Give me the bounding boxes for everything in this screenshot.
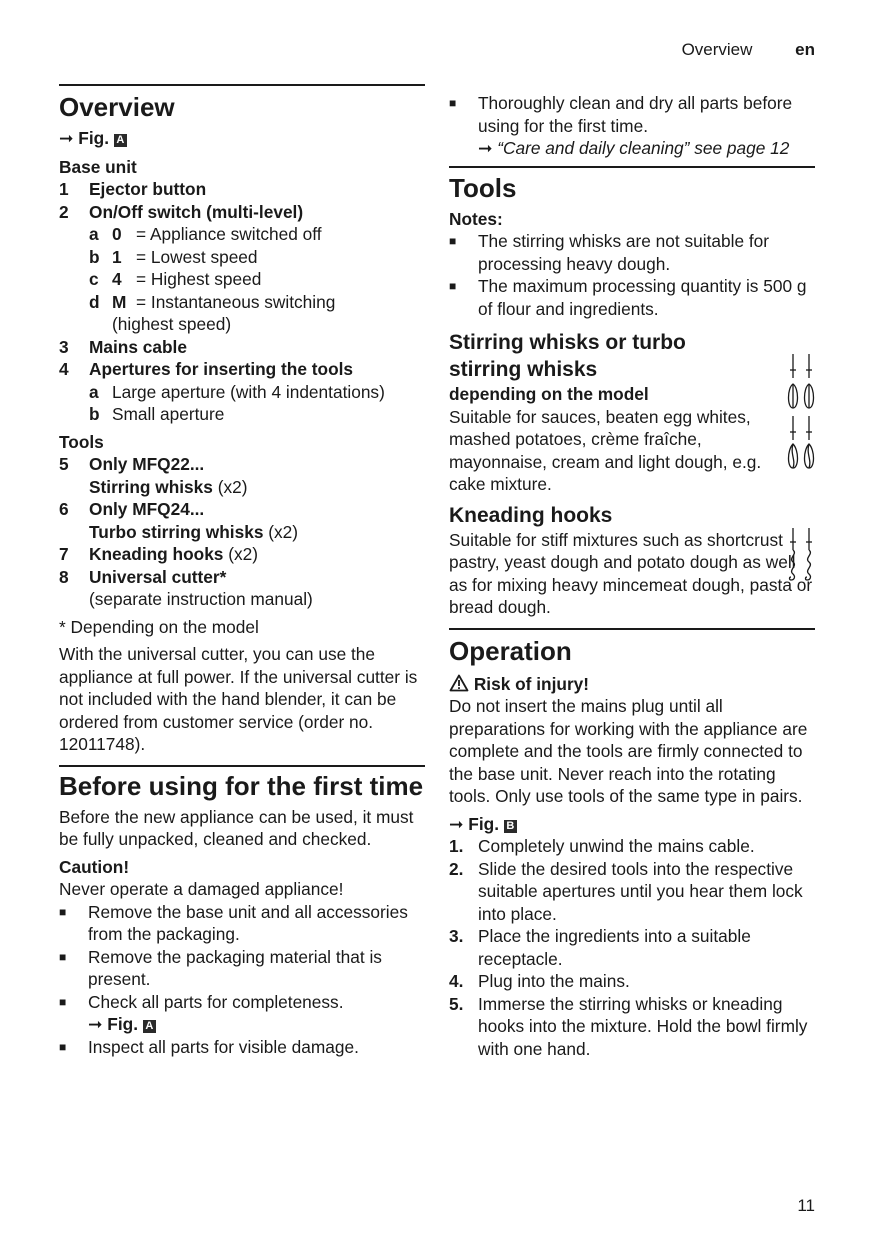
risk-text: Do not insert the mains plug until all preparations for working with the appliance are complete and the tools are firmly connected to the base unit. Never reach into the rotating tools. Only use tools of the same type in pairs. [449,696,808,806]
switch-level: b 1 = Lowest speed [89,246,258,267]
list-item: 7 Kneading hooks (x2) [59,544,258,564]
fig-reference: ➞ Fig. A [59,127,425,150]
header-language: en [795,40,815,59]
bullet-square-icon: ■ [449,234,457,248]
header-section: Overview [681,40,753,59]
before-intro: Before the new appliance can be used, it must be fully unpacked, cleaned and checked. [59,806,414,849]
list-item-cont: (separate instruction manual) [89,589,313,609]
overview-title: Overview [59,92,175,122]
step-item: 2. Slide the desired tools into the respective suitable apertures until you hear them lock into place. [449,858,803,924]
tools-title: Tools [449,172,517,203]
kneading-hooks-icon [784,526,818,584]
bullet-square-icon: ■ [59,994,67,1009]
notes-title: Notes: [449,208,503,229]
step-item: 4. Plug into the mains. [449,971,630,991]
right-column [449,92,815,1060]
bullet-item: ■ Inspect all parts for visible damage. [59,1036,359,1057]
fig-letter-badge: A [143,1020,156,1033]
section-rule [59,765,425,767]
bullet-square-icon: ■ [59,949,67,964]
operation-title: Operation [449,635,572,666]
switch-level: d M = Instantaneous switching [89,291,336,312]
cross-reference: ➞ “Care and daily cleaning” see page 12 [478,138,790,158]
step-item: 5. Immerse the stirring whisks or kneading hooks into the mixture. Hold the bowl firmly with one hand. [449,993,808,1059]
section-rule [449,628,815,630]
stirring-whisks-icon [784,352,818,410]
whisks-subtitle: depending on the model [449,384,649,404]
risk-title: Risk of injury! [449,673,815,696]
step-item: 1. Completely unwind the mains cable. [449,836,755,856]
arrow-right-icon: ➞ [478,138,493,158]
hooks-title: Kneading hooks [449,503,613,527]
caution-text: Never operate a damaged appliance! [59,879,344,899]
bullet-item: ■ The maximum processing quantity is 500 g of flour and ingredients. [449,276,807,319]
aperture-item: b Small aperture [89,404,225,424]
fig-reference: ➞ Fig. B [449,813,815,836]
fig-letter-badge: B [504,820,517,833]
caution-title: Caution! [59,856,130,877]
fig-reference: ➞ Fig. A [59,1013,425,1036]
bullet-item: ■ The stirring whisks are not suitable for processing heavy dough. [449,231,770,274]
arrow-right-icon: ➞ [449,813,464,834]
switch-level: c 4 = Highest speed [89,269,262,289]
aperture-item: a Large aperture (with 4 indentations) [89,381,385,402]
list-item-cont: Stirring whisks (x2) [89,476,248,497]
section-rule [59,84,425,86]
fig-letter-badge: A [114,134,127,147]
universal-cutter-text: With the universal cutter, you can use the appliance at full power. If the universal cutter is not included with the hand blender, it can be ordered from customer service (order no. 12011748). [59,644,418,754]
section-rule [449,166,815,168]
switch-level-cont: (highest speed) [112,314,232,334]
switch-level: a 0 = Appliance switched off [89,224,322,244]
before-title: Before using for the first time [59,770,424,801]
arrow-right-icon: ➞ [88,1014,103,1034]
list-item-cont: Turbo stirring whisks (x2) [89,521,298,542]
bullet-square-icon: ■ [59,904,67,919]
left-column [59,84,425,1058]
base-unit-title: Base unit [59,156,137,177]
bullet-item: ■ Remove the packaging material that is present. [59,946,382,989]
whisks-text: Suitable for sauces, beaten egg whites, mashed potatoes, crème fraîche, mayonnaise, cream and light dough, e.g. cake mixture. [449,406,762,494]
bullet-item: ■ Check all parts for completeness. [59,991,344,1012]
turbo-whisks-icon [784,414,818,470]
list-item: 8 Universal cutter* [59,566,227,587]
list-item: 1 Ejector button [59,179,207,199]
list-item: 6 Only MFQ24... [59,499,205,519]
bullet-item: ■ Remove the base unit and all accessories from the packaging. [59,901,408,944]
arrow-right-icon: ➞ [59,128,74,148]
page-number: 11 [797,1196,815,1215]
bullet-square-icon: ■ [449,279,457,293]
list-item: 5 Only MFQ22... [59,454,205,474]
tools-list-title: Tools [59,431,104,452]
footnote: * Depending on the model [59,616,259,637]
bullet-square-icon: ■ [449,96,457,110]
bullet-square-icon: ■ [59,1039,67,1054]
list-item: 2 On/Off switch (multi-level) [59,201,304,222]
page-header [682,40,815,60]
bullet-item: ■ Thoroughly clean and dry all parts before using for the first time. [449,93,793,136]
list-item: 3 Mains cable [59,336,187,357]
step-item: 3. Place the ingredients into a suitable receptacle. [449,926,751,969]
hooks-text: Suitable for stiff mixtures such as shortcrust pastry, yeast dough and potato dough as well as for mixing heavy mincemeat dough, pasta or bread dough. [449,529,813,617]
warning-icon [449,674,469,692]
list-item: 4 Apertures for inserting the tools [59,359,354,379]
whisks-title: Stirring whisks or turbo stirring whisks [449,331,686,381]
